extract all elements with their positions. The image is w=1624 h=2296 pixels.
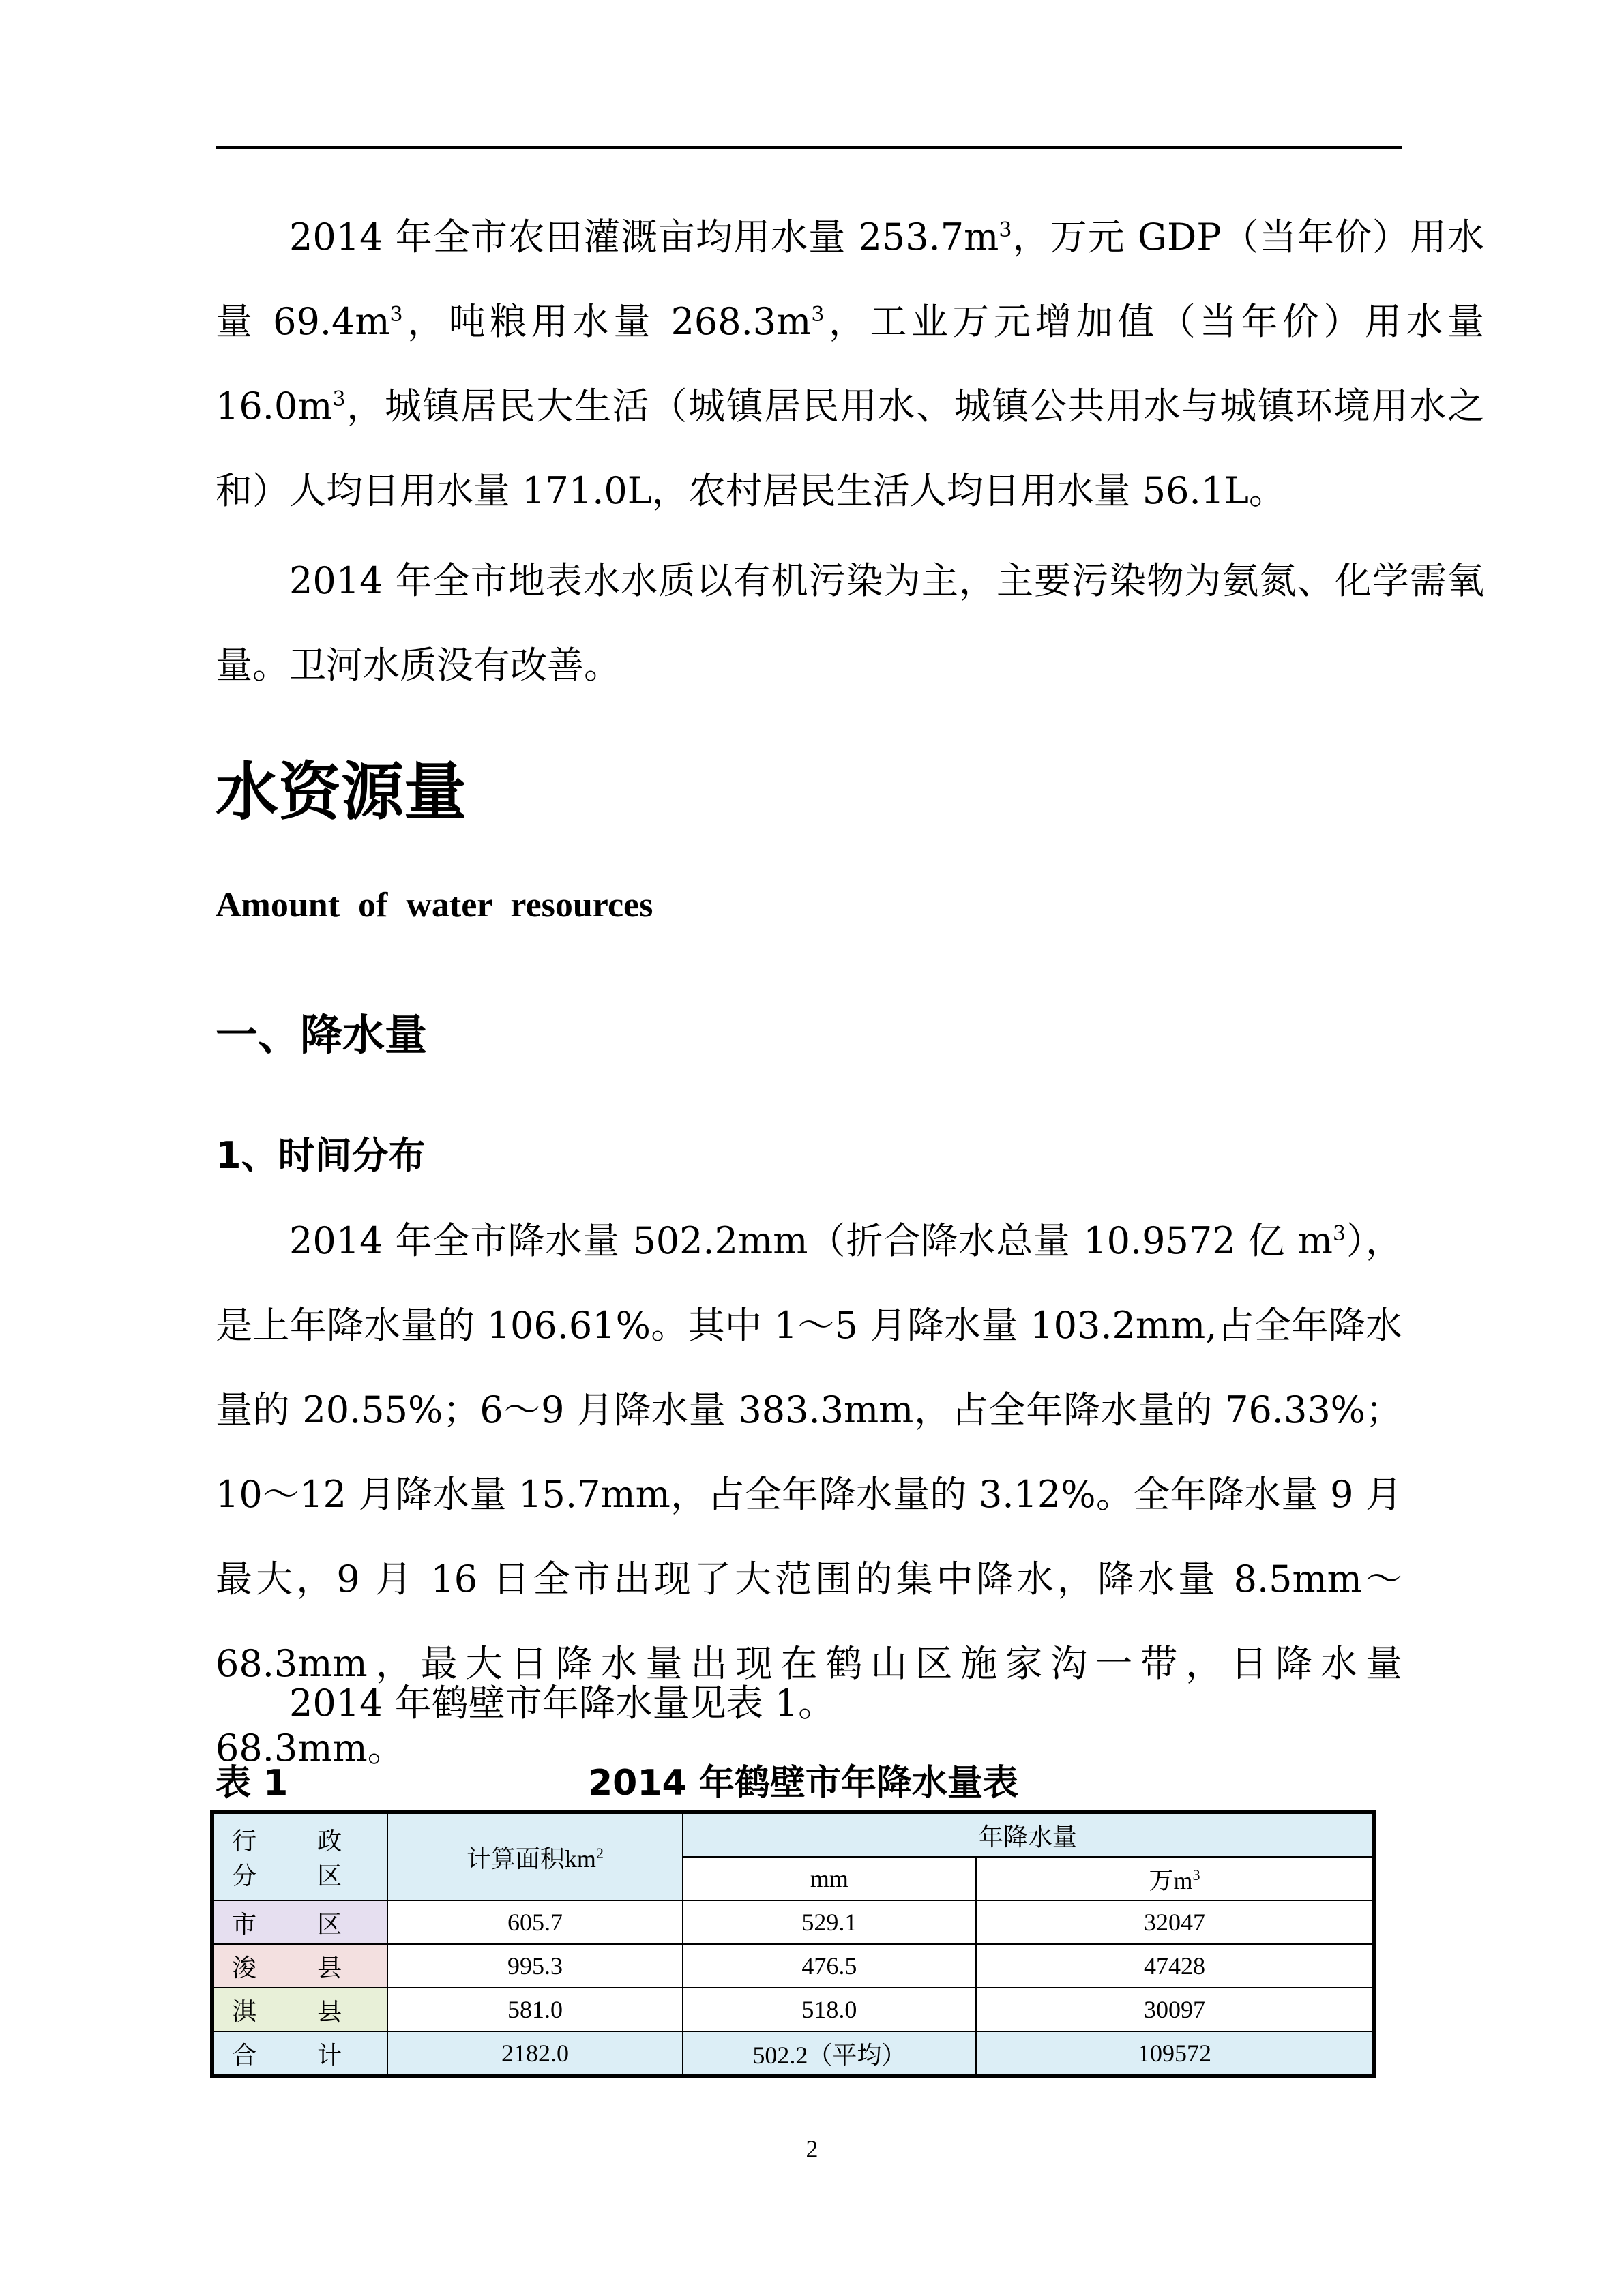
heading-precipitation: 一、降水量 xyxy=(216,1010,428,1060)
cell-mm: 518.0 xyxy=(683,1988,976,2031)
cell-volume: 47428 xyxy=(976,1944,1374,1988)
header-annual-rain: 年降水量 xyxy=(683,1812,1374,1857)
cell-mm: 529.1 xyxy=(683,1900,976,1944)
cell-area: 581.0 xyxy=(387,1988,683,2031)
page-number: 2 xyxy=(806,2135,818,2162)
table-label: 表 1 xyxy=(216,1763,289,1804)
cell-district: 合 计 xyxy=(212,2031,387,2076)
cell-district: 市 区 xyxy=(212,1900,387,1944)
section-subtitle-en: Amount of water resources xyxy=(216,886,653,925)
header-area: 计算面积$km^2$ xyxy=(387,1812,683,1900)
header-mm: mm xyxy=(683,1857,976,1900)
table-row xyxy=(212,1900,1374,1944)
table-row-total xyxy=(212,2031,1374,2076)
cell-volume: 30097 xyxy=(976,1988,1374,2031)
cell-area: 605.7 xyxy=(387,1900,683,1944)
paragraph-table-ref: 2014 年鹤壁市年降水量见表 1。 xyxy=(289,1682,836,1725)
header-district: 行 政 分 区 xyxy=(212,1812,387,1900)
heading-time-distribution: 1、时间分布 xyxy=(216,1134,426,1177)
table-row xyxy=(212,1944,1374,1988)
cell-district: 淇 县 xyxy=(212,1988,387,2031)
table-row xyxy=(212,1988,1374,2031)
paragraph-water-use: 2014 年全市农田灌溉亩均用水量 $253.7m^3$，万元 GDP（当年价）用水量 $69.4m^3$，吨粮用水量 $268.3m^3$，工业万元增加值（当年价）用水量 $16.0m^3$，城镇居民大生活（城镇居民用水、城镇公共用水与城镇环境用水之和）人均日用水量 171.0L，农村居民生活人均日用水量 56.1L。 xyxy=(216,215,1484,512)
header-rule xyxy=(216,146,1402,149)
cell-mm: 502.2（平均） xyxy=(683,2031,976,2076)
precipitation-table xyxy=(210,1810,1376,2078)
cell-volume: 32047 xyxy=(976,1900,1374,1944)
section-title: 水资源量 xyxy=(216,756,467,829)
cell-area: 2182.0 xyxy=(387,2031,683,2076)
cell-volume: 109572 xyxy=(976,2031,1374,2076)
cell-mm: 476.5 xyxy=(683,1944,976,1988)
cell-district: 浚 县 xyxy=(212,1944,387,1988)
table-title: 2014 年鹤壁市年降水量表 xyxy=(588,1763,1018,1804)
cell-area: 995.3 xyxy=(387,1944,683,1988)
paragraph-water-quality: 2014 年全市地表水水质以有机污染为主，主要污染物为氨氮、化学需氧量。卫河水质没有改善。 xyxy=(216,559,1484,687)
header-volume: 万$m^3$ xyxy=(976,1857,1374,1900)
paragraph-precipitation: 2014 年全市降水量 502.2mm（折合降水总量 10.9572 亿 $m^3$），是上年降水量的 106.61%。其中 1～5 月降水量 103.2mm,占全年降水量的 20.55%；6～9 月降水量 383.3mm，占全年降水量的 76.33%；10～12 月降水量 15.7mm，占全年降水量的 3.12%。全年降水量 9 月最大，9 月 16 日全市出现了大范围的集中降水，降水量 8.5mm～68.3mm，最大日降水量出现在鹤山区施家沟一带，日降水量 68.3mm。 xyxy=(216,1219,1402,1770)
